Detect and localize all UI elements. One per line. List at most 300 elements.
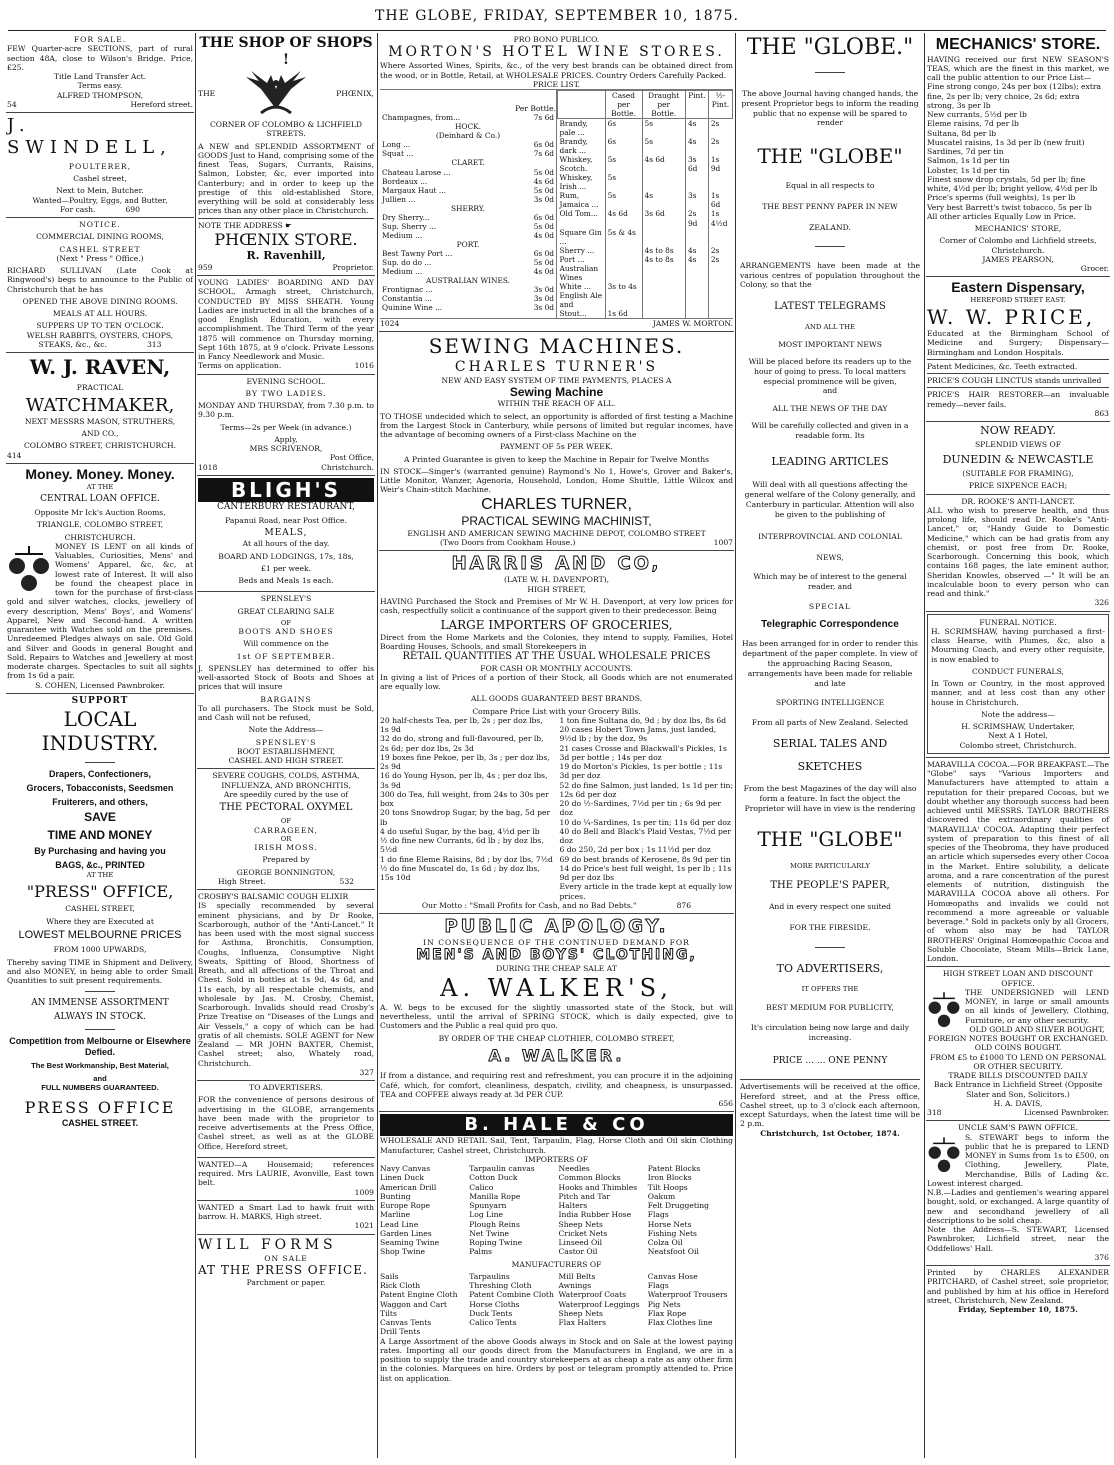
ad-line: Cashel street, — [73, 174, 127, 184]
ad-public-apology — [379, 914, 734, 1112]
ad-body: WHOLESALE AND RETAIL Sail, Tent, Tarpaulin, Flag, Horse Cloth and Oil skin Clothing Manufacturer, Cashel street, Christchurch. — [380, 1136, 733, 1155]
price-item: White ... — [559, 281, 591, 291]
ad-ladies-school — [197, 276, 375, 375]
goods-item: Waggon and Cart Tilts — [380, 1299, 447, 1318]
goods-item: Pig Nets — [647, 1299, 681, 1309]
price-row — [380, 213, 556, 222]
price-row — [380, 140, 556, 149]
price-value: 5s — [605, 155, 642, 173]
ad-heading: PRESS OFFICE — [24, 1098, 176, 1117]
price-value: 3s 0d — [533, 284, 554, 294]
imprint-date: Friday, September 10, 1875. — [958, 1305, 1078, 1315]
goods-column — [380, 1164, 465, 1257]
price-value: 1s 6d — [605, 309, 642, 318]
column-2 — [197, 33, 375, 1458]
ad-body: J. SPENSLEY has determined to offer his well-assorted Stock of Boots and Shoes at prices that will insure — [198, 663, 374, 692]
ad-line: NEW AND EASY SYSTEM OF TIME PAYMENTS, PLACES A — [441, 375, 672, 385]
price-item: Whiskey, Irish ... — [559, 173, 593, 192]
price-row — [558, 282, 733, 291]
ad-body: TO THOSE undecided which to select, an opportunity is afforded of first testing a Machine from the Largest Stock in Canterbury, while persons of limited but regular incomes, have the advantage of becoming owners of a First-class Machine on the — [380, 411, 733, 440]
ad-line: NOTE THE ADDRESS ☛ — [198, 220, 292, 230]
masthead: THE GLOBE, FRIDAY, SEPTEMBER 10, 1875. — [375, 8, 739, 24]
ad-heading: NOW READY. — [980, 424, 1056, 438]
goods-item: Cotton Duck — [469, 1173, 518, 1183]
goods-item: Fishing Nets — [647, 1228, 697, 1238]
ad-body: FEW Quarter-acre SECTIONS, part of rural section 48A, close to Wilson's Bridge. Price, £25. — [7, 44, 193, 72]
ad-line: PRICE LIST. — [532, 79, 581, 89]
goods-item: Marline — [380, 1210, 411, 1220]
ad-line: PHŒNIX, — [336, 88, 374, 98]
ad-high-street-loan — [926, 967, 1110, 1121]
goods-item: American Drill — [380, 1182, 437, 1192]
ad-line: CASHEL STREET. — [61, 1117, 139, 1128]
ad-line: IRISH MOSS. — [254, 843, 318, 853]
price-row — [380, 204, 556, 213]
globe-line: BEST MEDIUM FOR PUBLICITY, — [766, 1003, 894, 1013]
price-value: 7s 6d — [533, 149, 554, 159]
ad-heading: HARRIS AND CO, — [451, 553, 662, 575]
ad-heading: BLIGH'S — [198, 478, 374, 502]
phoenix-emblem-icon — [241, 69, 311, 117]
ad-number: 327 — [359, 1067, 374, 1077]
goods-item: Halters — [558, 1201, 588, 1211]
ad-line: Our Motto : "Small Profits for Cash, and no Bad Debts." — [421, 900, 637, 910]
price-item: Port ... — [559, 254, 585, 264]
price-value: 2s — [708, 255, 732, 264]
price-value — [708, 228, 732, 246]
ad-line: PRO BONO PUBLICO. — [513, 35, 600, 44]
price-value: 1s 6d — [708, 191, 732, 209]
price-item: Square Gin ... — [559, 227, 602, 246]
ad-uncle-sams-pawn — [926, 1121, 1110, 1266]
ad-heading: "PRESS" OFFICE, — [26, 881, 174, 901]
divider — [85, 1029, 115, 1030]
price-value — [708, 173, 732, 191]
globe-line: And in every respect one suited — [768, 902, 892, 912]
ad-heading: SEWING MACHINES. — [428, 334, 685, 359]
ad-line: 1st OF SEPTEMBER. — [236, 651, 336, 661]
globe-paragraph: Will be carefully collected and given in a readable form. Its — [751, 420, 909, 440]
price-item: Finest snow drop crystals, 5d per lb; fine white, 4½d per lb; bright yellow, 4½d per lb — [927, 174, 1098, 194]
ad-heading: Eastern Dispensary, — [951, 279, 1085, 296]
goods-item: Calico — [469, 1182, 494, 1192]
ad-phoenix-store — [197, 33, 375, 276]
ad-title: UNCLE SAM'S PAWN OFFICE. — [957, 1123, 1078, 1133]
ad-line: PAYMENT OF 5s PER WEEK. — [500, 442, 613, 452]
ad-heading: PHŒNIX STORE. — [214, 229, 358, 249]
ad-number: 1018 — [198, 462, 218, 472]
globe-paragraph: The above Journal having changed hands, the present Proprietor begs to inform the reading public that no expense will be spared to render — [741, 88, 919, 128]
ad-title: HIGH STREET LOAN AND DISCOUNT OFFICE. — [942, 969, 1094, 988]
ad-title: SPENSLEY'S — [260, 594, 312, 604]
price-value — [642, 228, 685, 246]
ad-line: COLOMBO STREET, CHRISTCHURCH. — [23, 441, 177, 451]
price-value — [708, 282, 732, 291]
ad-title: FUNERAL NOTICE. — [979, 617, 1057, 627]
goods-item: Threshing Cloth — [469, 1281, 532, 1291]
ad-line: PRICE'S COUGH LINCTUS stands unrivalled — [927, 376, 1102, 386]
goods-item: Duck Tents — [469, 1308, 513, 1318]
goods-item: Tarpaulin canvas — [469, 1164, 535, 1174]
grocery-item: 69 do best brands of Kerosene, 8s 9d per tin — [559, 854, 731, 864]
ad-heading: WILL FORMS — [198, 1236, 337, 1253]
grocery-item: 14 do Price's best full weight, 1s per lb ; 11s 9d per doz lbs — [559, 863, 732, 883]
goods-item: Mill Belts — [558, 1271, 596, 1281]
ad-line: Next to Mein, Butcher. — [56, 186, 144, 196]
grocery-list — [560, 716, 734, 901]
price-item: Brandy, pale ... — [559, 119, 588, 138]
price-value: 6s — [605, 119, 642, 138]
ad-body: Direct from the Home Markets and the Colonies, they intend to supply, Families, Hotel Boarding Houses, Schools, and small Storekeepers in — [380, 632, 733, 652]
ad-line: Prepared by — [262, 855, 310, 865]
goods-item: Cricket Nets — [558, 1228, 608, 1238]
ad-line: Grocer. — [1080, 264, 1109, 274]
ad-line: CENTRAL LOAN OFFICE. — [40, 494, 160, 505]
ad-sewing-machines — [379, 332, 734, 551]
ad-line: FROM £5 to £1000 TO LEND ON PERSONAL OR OTHER SECURITY. — [930, 1052, 1106, 1071]
ad-line: FROM 1000 UPWARDS, — [53, 945, 147, 955]
price-item: Salmon, 1s 1d per tin — [927, 156, 1010, 166]
ad-line: LOWEST MELBOURNE PRICES — [18, 928, 182, 941]
pawnbroker-balls-icon — [7, 544, 51, 594]
price-value — [605, 255, 642, 264]
price-item: Medium ... — [382, 266, 423, 276]
ad-line: Parchment or paper. — [246, 1277, 326, 1287]
grocery-item: 16 do Young Hyson, per lb, 4s ; per doz lbs, 3s 9d — [380, 771, 548, 790]
column-3 — [379, 33, 734, 1458]
ad-body: WANTED—A Housemaid; references required. Mrs LAURIE, Avonville, East town belt. — [198, 1159, 374, 1188]
grocery-item: 1 ton fine Sultana do, 9d ; by doz lbs, 8s 6d — [559, 715, 727, 725]
goods-item: Iron Blocks — [647, 1173, 692, 1183]
grocery-item: 19 do Morton's Pickles, 1s per bottle ; 11s 3d per doz — [559, 762, 723, 781]
price-column-header: Cased per Bottle. — [605, 91, 642, 119]
goods-item: Castor Oil — [558, 1247, 598, 1257]
price-item: Whiskey, Scotch. — [559, 155, 593, 174]
ad-heading: THE SHOP OF SHOPS ! — [199, 35, 373, 69]
price-value: 5s 0d — [533, 167, 554, 177]
grocery-item: 21 cases Crosse and Blackwall's Pickles, 1s 3d per bottle ; 14s per doz — [559, 743, 727, 762]
ad-heading: B. HALE & CO — [380, 1114, 733, 1136]
ad-heading: MORTON'S HOTEL WINE STORES. — [388, 44, 725, 61]
goods-item: Navy Canvas — [380, 1164, 431, 1174]
ad-line: Colombo street, Christchurch. — [959, 740, 1077, 750]
ad-line: OPENED THE ABOVE DINING ROOMS. — [22, 296, 178, 306]
price-row — [380, 303, 556, 312]
ad-line: Terms—2s per Week (in advance.) — [220, 422, 352, 432]
price-row — [380, 177, 556, 186]
globe-paragraph: Advertisements will be received at the office, Hereford street, and at the Press office, Cashel street, up to 3 o'clock each afternoon, except Saturdays, when the latest time will be 2 p.m. — [740, 1082, 920, 1129]
ad-line: TRADE BILLS DISCOUNTED DAILY — [948, 1071, 1088, 1081]
goods-item: Roping Twine — [469, 1238, 523, 1248]
ad-line: BOOT ESTABLISHMENT, — [236, 746, 336, 756]
ad-morton-wine-stores — [379, 33, 734, 332]
price-row — [558, 173, 733, 191]
manufacturers-list — [380, 1272, 733, 1337]
price-item: English Ale and — [559, 290, 603, 309]
price-list — [927, 82, 1109, 221]
goods-item: Canvas Hose — [647, 1271, 698, 1281]
goods-item: Flags — [647, 1281, 669, 1291]
ad-line: ALFRED THOMPSON, — [56, 90, 144, 100]
goods-item: Tarpaulins — [469, 1271, 510, 1281]
ad-signature: JAMES W. MORTON. — [652, 318, 733, 328]
price-value — [605, 264, 642, 282]
grocery-item: 4 do useful Sugar, by the bag, 4½d per lb — [380, 826, 540, 836]
price-value: 4s — [685, 246, 708, 255]
globe-paragraph: ARRANGEMENTS have been made at the various centres of population throughout the Colony, so that the — [740, 261, 920, 289]
globe-line: SKETCHES — [797, 760, 863, 774]
ad-line: Wanted—Poultry, Eggs, and Butter, — [32, 195, 168, 205]
globe-line: MOST IMPORTANT NEWS — [778, 339, 882, 349]
price-item: Dry Sherry... — [382, 212, 430, 222]
price-row — [558, 155, 733, 173]
globe-heading: THE "GLOBE" — [757, 144, 903, 169]
goods-item: Canvas Tents — [380, 1318, 432, 1328]
ad-line: PRACTICAL — [76, 382, 124, 392]
price-item: Muscatel raisins, 1s 3d per lb (new fruit) — [927, 137, 1085, 147]
globe-line: SPECIAL — [808, 601, 852, 611]
ad-body: RICHARD SULLIVAN (Late Cook at Ringwood's) begs to announce to the Public of Christchurch that he has — [7, 266, 193, 294]
ad-harris-co — [379, 551, 734, 914]
ad-line: (SUITABLE FOR FRAMING), — [962, 469, 1074, 479]
price-item: Sup. Sherry ... — [382, 221, 437, 231]
goods-item: Horse Nets — [647, 1219, 692, 1229]
ad-line: HEREFORD STREET EAST. — [970, 296, 1066, 305]
ad-line: AN IMMENSE ASSORTMENT — [31, 998, 169, 1009]
globe-line: and — [822, 386, 838, 396]
goods-item: Waterproof Coats — [558, 1290, 627, 1300]
ad-body: In giving a list of Prices of a portion of their Stock, all Goods which are not enumerated are equally low. — [380, 672, 733, 692]
ad-body: MONDAY AND THURSDAY, from 7.30 p.m. to 9.30 p.m. — [198, 401, 374, 420]
goods-item: Sails — [380, 1271, 399, 1281]
grocery-item: 20 tons Snowdrop Sugar, by the bag, 5d per lb — [380, 808, 551, 827]
goods-item: Hooks and Thimbles — [558, 1182, 638, 1192]
grocery-item: 20 do ½-Sardines, 7½d per tin ; 6s 9d per doz — [559, 799, 721, 818]
ad-line: Licensed Pawnbroker. — [1024, 1108, 1109, 1118]
price-value: 3s 0d — [533, 194, 554, 204]
ad-body: A NEW and SPLENDID ASSORTMENT of GOODS Just to Hand, comprising some of the finest Teas, Sugars, Currants, Raisins, Salmon, Lobster, &c, ever imported into Canterbury; and in order to keep up the prestige of this old-established Store, everything will be sold at considerably less prices than any other place in Christchurch. — [198, 141, 374, 216]
price-value — [708, 291, 732, 309]
ad-body: HAVING received our first NEW SEASON'S TEAS, which are the finest in this market, we call the public attention to our Price List— — [927, 54, 1109, 83]
ad-title: FOR SALE. — [73, 35, 127, 44]
ad-line: OR — [280, 834, 292, 843]
ad-line: CASHEL AND HIGH STREET. — [228, 756, 344, 766]
ad-line: BAGS, &c., PRINTED — [55, 859, 145, 870]
globe-paragraph: Which may be of interest to the general reader, and — [753, 572, 907, 591]
price-item: CLARET. — [451, 158, 485, 168]
globe-price: PRICE ... ... ONE PENNY — [772, 1056, 888, 1067]
goods-item: Calico Tents — [469, 1318, 517, 1328]
price-value: 5s — [642, 119, 685, 138]
ad-heading: W. J. RAVEN, — [29, 355, 171, 380]
goods-item: Flags — [647, 1210, 669, 1220]
price-item: Medium ... — [382, 230, 423, 240]
grocery-item: ½ do fine Muscatel do, 1s 6d ; by doz lbs, 15s 10d — [380, 863, 540, 883]
globe-line: From all parts of New Zealand. Selected — [751, 717, 909, 727]
grocery-item: Every article in the trade kept at equally low prices. — [559, 882, 733, 901]
ad-line: Hereford street. — [130, 99, 193, 109]
price-value: 4s 6d — [605, 209, 642, 227]
ad-body: MARAVILLA COCOA.—FOR BREAKFAST.—The "Globe" says "Various Importers and Manufacturers have attempted to attain a reputation for their prepared Cocoas, but we doubt whether any thorough success had been achieved until MESSRS. TAYLOR BROTHERS discovered the extraordinary qualities of 'MARAVILLA' COCOA. Adapting their perfect system of preparation to this finest of all species of the Theobroma, they have produced an article which supersedes every other Cocoa in the Market. Entire solubility, a delicate aroma, and a rare concentration of the purest elements of nutrition, distinguish the MARAVILLA COCOA above all others. For Homœopaths and invalids we could not recommend a more agreeable or valuable beverage." Sold in packets only by all Grocers, of whom also may be had TAYLOR BROTHERS' Original Homœopathic Cocoa and Soluble Chocolate, Steam Mills—Brick Lane, London. — [927, 759, 1109, 964]
price-item: Squat ... — [382, 149, 414, 159]
ad-line: POULTERER, — [68, 161, 132, 171]
goods-item: Felt Druggeting — [647, 1201, 710, 1211]
ad-body: IS specially recommended by several eminent physicians, and by Dr Rooke, Scarborough, author of the "Anti-Lancet." It has been used with the most signal success for Asthma, Bronchitis, Consumption, Coughs, Influenza, Consumptive Night Sweats, Spitting of Blood, Shortness of Breath, and all affections of the Throat and Chest. Sold in bottles at 1s 9d, 4s 6d, and 11s each, by all respectable chemists, and wholesale by Jas. M. Crosby, Chemist, Scarborough. Invalids should read Crosby's Prize Treatise on "Diseases of the Lungs and Air Vessels," a copy of which can be had gratis of all chemists. SOLE AGENT for New Zealand — MR JOHN BAXTER, Chemist, Cashel street; also, Whately road, Christchurch. — [198, 901, 374, 1068]
price-item: Sardines, 7d per tin — [927, 147, 1004, 157]
globe-paragraph: Will deal with all questions affecting the general welfare of the Colony generally, and Canterbury in particular. Attention will also be given to the publishing of — [744, 480, 916, 519]
price-row — [558, 255, 733, 264]
globe-heading: THE "GLOBE" — [757, 827, 903, 852]
ad-line: ALL GOODS GUARANTEED BEST BRANDS. — [470, 694, 643, 704]
ad-heading: CHARLES TURNER, — [481, 495, 632, 513]
price-item: Sultana, 8d per lb — [927, 128, 997, 138]
ad-line: Beds and Meals 1s each. — [238, 576, 334, 586]
price-value: 4s — [685, 119, 708, 138]
price-row — [380, 131, 556, 140]
column-4 — [737, 33, 923, 1458]
ad-heading: AT THE PRESS OFFICE. — [198, 1263, 368, 1278]
price-item: Constantia ... — [382, 293, 432, 303]
ad-line: IMPORTERS OF — [524, 1154, 589, 1164]
price-row — [380, 149, 556, 158]
price-header-row — [558, 91, 733, 119]
ad-line: OF — [280, 618, 292, 627]
ad-title: CROSBY'S BALSAMIC COUGH ELIXIR — [198, 892, 349, 902]
goods-item: Oakum — [647, 1191, 676, 1201]
ad-line: CASHEL STREET — [59, 244, 141, 254]
ad-line: ENGLISH AND AMERICAN SEWING MACHINE DEPOT, COLOMBO STREET — [407, 528, 706, 538]
price-item: Chateau Larose ... — [382, 167, 451, 177]
ad-line: BOARD AND LODGINGS, 17s, 18s, — [218, 551, 354, 561]
price-value — [708, 309, 732, 318]
globe-line: AND ALL THE — [805, 323, 855, 332]
price-value — [685, 264, 708, 282]
goods-item: Tilt Hoops — [647, 1182, 688, 1192]
ad-line: PRICE'S HAIR RESTORER—an invaluable remedy—never fails. — [927, 390, 1109, 409]
ad-body: HAVING Purchased the Stock and Premises of Mr W. H. Davenport, at very low prices for cash, respectfully solicit a continuance of the support given to their predecessor. Being — [380, 596, 733, 616]
ad-line: The Best Workmanship, Best Material, — [31, 1061, 169, 1071]
ad-line: Terms easy. — [77, 81, 123, 91]
ad-heading: W. W. PRICE, — [927, 304, 1096, 329]
price-row — [558, 291, 733, 309]
price-item: Margaux Haut ... — [382, 185, 446, 195]
price-item: HOCK. — [454, 122, 482, 132]
price-value: 3s to 4s — [605, 282, 642, 291]
ad-line: By Purchasing and having you — [34, 845, 166, 856]
ad-line: MANUFACTURERS OF — [511, 1259, 602, 1269]
globe-line: Equal in all respects to — [785, 180, 875, 190]
ad-hale-co — [379, 1112, 734, 1385]
goods-item: Sheep Nets — [558, 1308, 603, 1318]
ad-line: Compare Price List with your Grocery Bills. — [472, 706, 641, 716]
ad-heading: MECHANICS' STORE. — [935, 36, 1101, 53]
price-item: Best Tawny Port ... — [382, 248, 453, 258]
price-value: 5s — [605, 191, 642, 209]
ad-number: 376 — [1094, 1252, 1109, 1262]
column-divider — [735, 33, 736, 1458]
price-row — [558, 209, 733, 227]
goods-column — [648, 1164, 733, 1257]
ad-body: If from a distance, and requiring rest and refreshment, you can procure it in the adjoining Café, which, for comfort, cleanliness, despatch, civility, and cheapness, is unsurpassed. TEA and COFFEE always ready at 3d PER CUP. — [380, 1071, 733, 1099]
ad-line: Corner of Colombo and Lichfield streets, Christchurch. — [939, 236, 1097, 255]
ad-line: A Printed Guarantee is given to keep the Machine in Repair for Twelve Months — [403, 454, 710, 464]
ad-line: Proprietor. — [332, 262, 374, 272]
price-value — [685, 228, 708, 246]
ad-line: Back Entrance in Lichfield Street (Opposite Slater and Son, Solicitors.) — [933, 1080, 1103, 1099]
ad-for-sale — [6, 33, 194, 113]
ad-pectoral-oxymel — [197, 769, 375, 890]
ad-line: Papanui Road, near Post Office. — [225, 516, 347, 526]
ad-line: MECHANICS' STORE, — [974, 224, 1062, 234]
grocery-item: 20 half-chests Tea, per lb, 2s ; per doz lbs, 1s 9d — [380, 715, 543, 735]
ad-line: Competition from Melbourne or Elsewhere Defied. — [9, 1036, 191, 1058]
price-value: 4s to 8s — [642, 246, 685, 255]
price-item: Frontignac ... — [382, 284, 433, 294]
globe-line: ZEALAND. — [809, 223, 851, 233]
ad-line: Christchurch. — [321, 462, 374, 472]
imprint — [926, 1266, 1110, 1316]
grocery-item: 300 do Tea, full weight, from 24s to 30s per box — [380, 789, 549, 809]
grocery-item: 20 cases Hobert Town Jams, just landed, 9½d lb ; by the doz, 9s — [559, 725, 717, 744]
ad-line: OF — [280, 817, 292, 826]
importers-list — [380, 1164, 733, 1257]
ad-swindell — [6, 113, 194, 218]
price-value: 4s 0d — [533, 266, 554, 276]
ad-line: TIME AND MONEY — [47, 828, 153, 843]
ad-heading: THE PECTORAL OXYMEL — [219, 802, 353, 814]
price-row — [558, 228, 733, 246]
price-value — [685, 291, 708, 309]
price-item: Australian Wines — [559, 263, 599, 282]
ad-line: AT THE — [86, 870, 114, 879]
price-value: 4s — [685, 137, 708, 155]
ad-line: SAVE — [84, 810, 116, 825]
goods-column — [559, 1272, 644, 1337]
price-item: Sup. do do ... — [382, 257, 432, 267]
ad-number: 326 — [1094, 598, 1109, 608]
ad-heading: LARGE IMPORTERS OF GROCERIES, — [440, 618, 673, 633]
price-value: 6s 0d — [533, 248, 554, 258]
globe-line: FOR THE FIRESIDE. — [789, 923, 871, 933]
ad-line: Post Office, — [330, 453, 374, 463]
price-value — [685, 282, 708, 291]
price-item: Lobster, 1s 1d per tin — [927, 165, 1010, 175]
goods-item: Plough Reins — [469, 1219, 520, 1229]
ad-body: Note the Address—S. STEWART, Licensed Pawnbroker, Lichfield street, near the Oddfellows' Hall. — [927, 1225, 1109, 1253]
ad-line: Terms on application. — [198, 361, 282, 371]
globe-line: LATEST TELEGRAMS — [774, 301, 886, 313]
ad-line: High Street. — [218, 876, 266, 886]
goods-item: Manilla Rope — [469, 1191, 521, 1201]
goods-item: Horse Cloths — [469, 1299, 520, 1309]
price-value — [605, 291, 642, 309]
ad-number: 863 — [1094, 408, 1109, 418]
ad-heading: Sewing Machine — [509, 384, 604, 399]
ad-line: Where they are Executed at — [46, 916, 154, 926]
price-row — [558, 119, 733, 138]
ad-heading: Money. Money. Money. — [25, 465, 175, 482]
goods-item: Patent Blocks — [647, 1164, 701, 1174]
price-item: Rum, Jamaica ... — [559, 191, 599, 210]
price-value: 2s — [708, 119, 732, 138]
price-row — [380, 222, 556, 231]
ad-line: Are speedily cured by the use of — [223, 789, 349, 799]
globe-line: SERIAL TALES AND — [772, 736, 888, 750]
goods-item: Spunyarn — [469, 1201, 507, 1211]
price-row — [380, 240, 556, 249]
price-item: Fine strong congo, 24s per box (12lbs); extra fine, 2s per lb; very choice, 2s 6d; extra strong, 3s per lb — [927, 82, 1102, 110]
column-5 — [926, 33, 1110, 1458]
